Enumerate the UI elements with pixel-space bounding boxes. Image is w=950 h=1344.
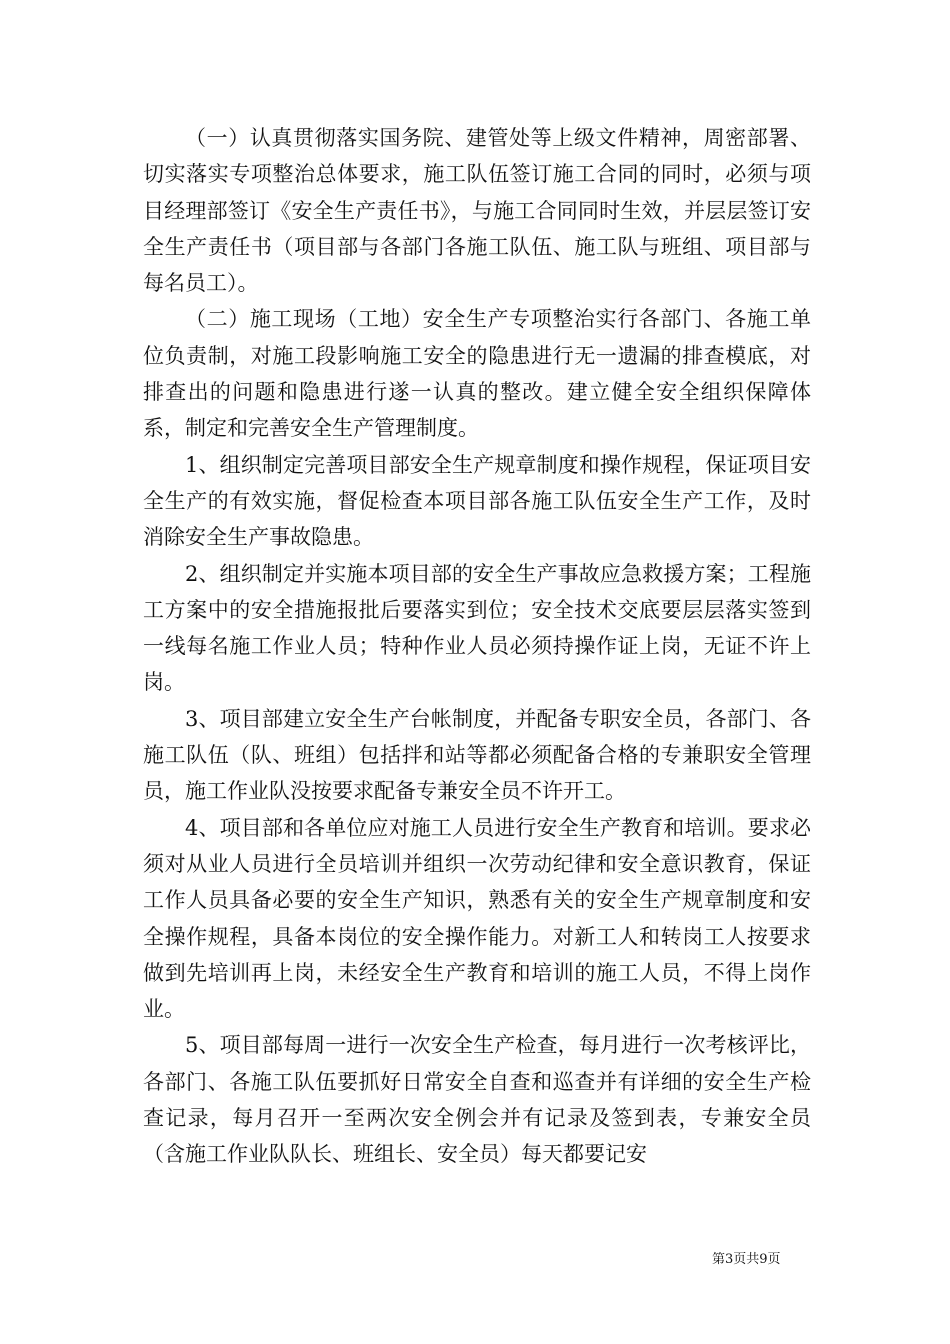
paragraph-7: 5、项目部每周一进行一次安全生产检查，每月进行一次考核评比，各部门、各施工队伍要抓好日常安全自查和巡查并有详细的安全生产检查记录，每月召开一至两次安全例会并有记录及签到表，专兼安全员（含施工作业队队长、班组长、安全员）每天都要记安 — [143, 1033, 811, 1167]
paragraph-5: 3、项目部建立安全生产台帐制度，并配备专职安全员，各部门、各施工队伍（队、班组）包括拌和站等都必须配备合格的专兼职安全管理员，施工作业队没按要求配备专兼安全员不许开工。 — [143, 706, 811, 804]
paragraph-1: （一）认真贯彻落实国务院、建管处等上级文件精神，周密部署、切实落实专项整治总体要求，施工队伍签订施工合同的同时，必须与项目经理部签订《安全生产责任书》，与施工合同同时生效，并层层签订安全生产责任书（项目部与各部门各施工队伍、施工队与班组、项目部与每名员工）。 — [143, 126, 811, 296]
document-body — [143, 120, 811, 1173]
paragraph-4: 2、组织制定并实施本项目部的安全生产事故应急救援方案；工程施工方案中的安全措施报批后要落实到位；安全技术交底要层层落实签到一线每名施工作业人员；特种作业人员必须持操作证上岗，无证不许上岗。 — [143, 561, 811, 695]
paragraph-2: （二）施工现场（工地）安全生产专项整治实行各部门、各施工单位负责制，对施工段影响施工安全的隐患进行无一遗漏的排查模底，对排查出的问题和隐患进行遂一认真的整改。建立健全安全组织保障体系，制定和完善安全生产管理制度。 — [143, 307, 811, 441]
paragraph-6: 4、项目部和各单位应对施工人员进行安全生产教育和培训。要求必须对从业人员进行全员培训并组织一次劳动纪律和安全意识教育，保证工作人员具备必要的安全生产知识，熟悉有关的安全生产规章制度和安全操作规程，具备本岗位的安全操作能力。对新工人和转岗工人按要求做到先培训再上岗，未经安全生产教育和培训的施工人员，不得上岗作业。 — [143, 815, 811, 1022]
paragraph-3: 1、组织制定完善项目部安全生产规章制度和操作规程，保证项目安全生产的有效实施，督促检查本项目部各施工队伍安全生产工作，及时消除安全生产事故隐患。 — [143, 452, 811, 550]
page-number-footer: 第3页共9页 — [712, 1252, 781, 1267]
